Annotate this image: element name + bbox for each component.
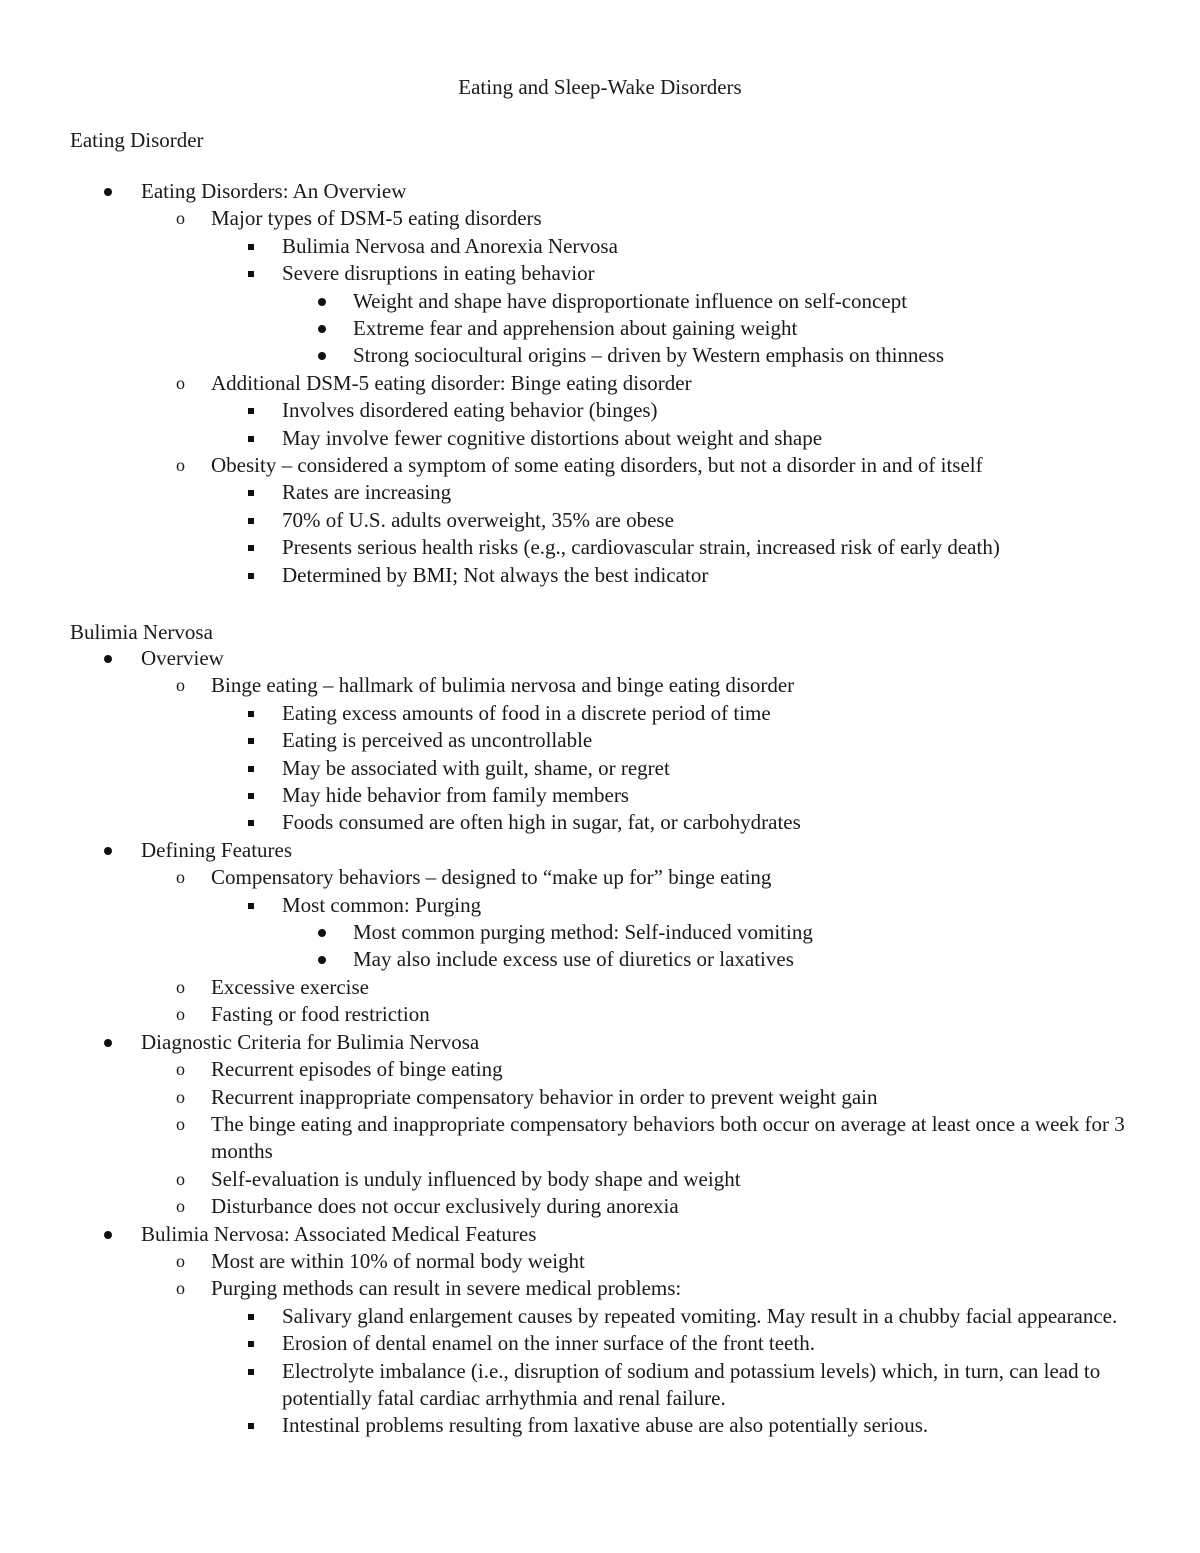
outline-item-text: May be associated with guilt, shame, or regret <box>282 755 670 780</box>
outline-item-level-3 <box>0 1412 1200 1439</box>
outline-item-text: Defining Features <box>141 837 293 862</box>
outline-item-text: Bulimia Nervosa and Anorexia Nervosa <box>282 233 618 258</box>
outline-item-text: The binge eating and inappropriate compensatory behaviors both occur on average at least once a week for 3 months <box>211 1111 1125 1164</box>
outline-item-text: Salivary gland enlargement causes by repeated vomiting. May result in a chubby facial appearance. <box>282 1303 1118 1328</box>
outline-item-level-3 <box>0 809 1200 836</box>
hollow-circle-bullet-icon: o <box>176 208 185 229</box>
outline-item-level-3 <box>0 397 1200 424</box>
outline-bulimia-nervosa <box>0 645 1200 1440</box>
outline-item-level-2 <box>0 452 1200 479</box>
outline-item-text: Extreme fear and apprehension about gaining weight <box>353 316 798 341</box>
outline-item-text: Binge eating – hallmark of bulimia nervosa and binge eating disorder <box>211 673 795 698</box>
outline-item-level-3 <box>0 892 1200 919</box>
outline-item-level-3 <box>0 727 1200 754</box>
outline-item-level-2 <box>0 1111 1200 1166</box>
outline-item-level-3 <box>0 562 1200 589</box>
outline-item-text: Recurrent inappropriate compensatory behavior in order to prevent weight gain <box>211 1084 878 1109</box>
document-title: Eating and Sleep-Wake Disorders <box>458 75 742 99</box>
outline-item-text: Electrolyte imbalance (i.e., disruption of sodium and potassium levels) which, in turn, can lead to potentially fatal cardiac arrhythmia and renal failure. <box>282 1358 1101 1410</box>
outline-item-text: Most common purging method: Self-induced vomiting <box>353 920 813 945</box>
outline-item-level-2 <box>0 1056 1200 1083</box>
outline-item-level-2 <box>0 370 1200 397</box>
outline-item-text: Most common: Purging <box>282 892 482 917</box>
hollow-circle-bullet-icon: o <box>176 867 185 888</box>
outline-item-level-3 <box>0 233 1200 260</box>
outline-item-text: Bulimia Nervosa: Associated Medical Features <box>141 1221 537 1246</box>
outline-item-text: Purging methods can result in severe medical problems: <box>211 1276 682 1301</box>
outline-item-text: Eating excess amounts of food in a discrete period of time <box>282 700 771 725</box>
outline-item-level-3 <box>0 755 1200 782</box>
outline-item-level-4 <box>0 288 1200 315</box>
outline-item-level-3 <box>0 260 1200 287</box>
outline-item-text: Presents serious health risks (e.g., cardiovascular strain, increased risk of early death) <box>282 535 1000 560</box>
outline-item-level-4 <box>0 342 1200 369</box>
outline-item-level-4 <box>0 919 1200 946</box>
outline-item-level-2 <box>0 1193 1200 1220</box>
outline-item-text: 70% of U.S. adults overweight, 35% are obese <box>282 507 674 532</box>
outline-item-text: Diagnostic Criteria for Bulimia Nervosa <box>141 1029 480 1054</box>
outline-item-text: May involve fewer cognitive distortions about weight and shape <box>282 425 823 450</box>
outline-item-text: Erosion of dental enamel on the inner surface of the front teeth. <box>282 1331 815 1356</box>
hollow-circle-bullet-icon: o <box>176 372 185 393</box>
outline-item-text: Additional DSM-5 eating disorder: Binge eating disorder <box>211 370 692 395</box>
outline-item-level-2 <box>0 864 1200 891</box>
outline-item-text: Obesity – considered a symptom of some eating disorders, but not a disorder in and of itself <box>211 453 983 478</box>
outline-item-level-2 <box>0 672 1200 699</box>
outline-item-text: Major types of DSM-5 eating disorders <box>211 206 542 231</box>
hollow-circle-bullet-icon: o <box>176 455 185 476</box>
outline-item-text: Disturbance does not occur exclusively during anorexia <box>211 1194 679 1219</box>
outline-item-text: Self-evaluation is unduly influenced by body shape and weight <box>211 1166 741 1191</box>
outline-item-level-3 <box>0 479 1200 506</box>
outline-item-text: Involves disordered eating behavior (binges) <box>282 398 658 423</box>
hollow-circle-bullet-icon: o <box>176 1113 185 1134</box>
outline-item-level-3 <box>0 534 1200 561</box>
outline-item-level-4 <box>0 315 1200 342</box>
outline-item-text: Eating is perceived as uncontrollable <box>282 728 593 753</box>
outline-item-level-1 <box>0 1221 1200 1248</box>
section-heading-eating-disorder: Eating Disorder <box>70 128 204 152</box>
outline-item-text: Rates are increasing <box>282 480 452 505</box>
hollow-circle-bullet-icon: o <box>176 1086 185 1107</box>
outline-item-text: Intestinal problems resulting from laxative abuse are also potentially serious. <box>282 1413 929 1438</box>
hollow-circle-bullet-icon: o <box>176 1059 185 1080</box>
outline-item-level-3 <box>0 425 1200 452</box>
outline-item-text: Most are within 10% of normal body weight <box>211 1248 585 1273</box>
outline-item-level-4 <box>0 946 1200 973</box>
outline-item-level-2 <box>0 1084 1200 1111</box>
outline-item-level-3 <box>0 1303 1200 1330</box>
hollow-circle-bullet-icon: o <box>176 1004 185 1025</box>
hollow-circle-bullet-icon: o <box>176 976 185 997</box>
outline-item-level-1 <box>0 1029 1200 1056</box>
outline-item-text: Fasting or food restriction <box>211 1002 430 1027</box>
outline-item-level-2 <box>0 1248 1200 1275</box>
outline-item-text: Severe disruptions in eating behavior <box>282 261 595 286</box>
outline-item-text: Eating Disorders: An Overview <box>141 179 407 203</box>
outline-item-level-1 <box>0 837 1200 864</box>
outline-item-text: Strong sociocultural origins – driven by Western emphasis on thinness <box>353 343 945 368</box>
hollow-circle-bullet-icon: o <box>176 1196 185 1217</box>
outline-item-level-3 <box>0 1330 1200 1357</box>
outline-item-level-3 <box>0 782 1200 809</box>
hollow-circle-bullet-icon: o <box>176 1278 185 1299</box>
outline-item-level-2 <box>0 205 1200 232</box>
outline-item-level-3 <box>0 507 1200 534</box>
hollow-circle-bullet-icon: o <box>176 675 185 696</box>
outline-item-level-3 <box>0 1358 1200 1413</box>
outline-item-text: Recurrent episodes of binge eating <box>211 1057 503 1082</box>
outline-item-text: May hide behavior from family members <box>282 783 629 808</box>
outline-item-text: Excessive exercise <box>211 974 370 999</box>
outline-eating-disorder <box>0 178 1200 589</box>
outline-item-level-1 <box>0 645 1200 672</box>
outline-item-level-3 <box>0 700 1200 727</box>
outline-item-text: Determined by BMI; Not always the best indicator <box>282 562 709 587</box>
outline-item-text: May also include excess use of diuretics or laxatives <box>353 947 794 972</box>
outline-item-text: Compensatory behaviors – designed to “make up for” binge eating <box>211 865 772 890</box>
outline-item-level-2 <box>0 1001 1200 1028</box>
outline-item-level-2 <box>0 1166 1200 1193</box>
outline-item-level-2 <box>0 1275 1200 1302</box>
outline-item-text: Weight and shape have disproportionate influence on self-concept <box>353 288 908 313</box>
outline-item-level-2 <box>0 974 1200 1001</box>
section-heading-bulimia-nervosa: Bulimia Nervosa <box>70 620 213 644</box>
outline-item-text: Foods consumed are often high in sugar, fat, or carbohydrates <box>282 810 801 835</box>
outline-item-text: Overview <box>141 646 224 670</box>
outline-item-level-1 <box>0 178 1200 205</box>
hollow-circle-bullet-icon: o <box>176 1168 185 1189</box>
hollow-circle-bullet-icon: o <box>176 1250 185 1271</box>
